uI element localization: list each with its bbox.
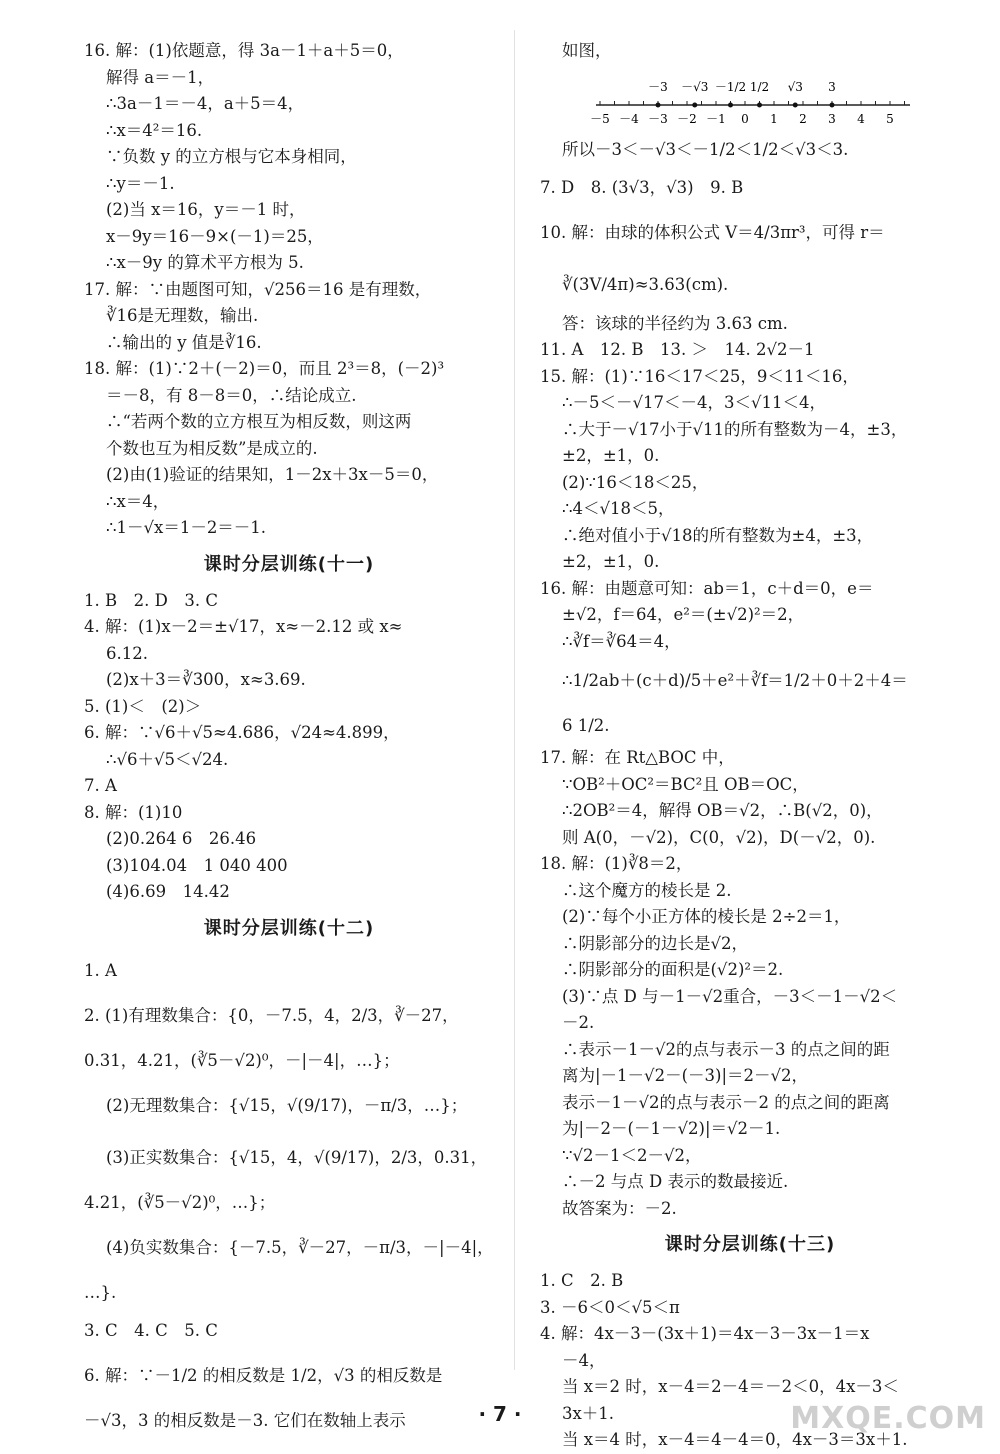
answer-line: (2)∵16＜18＜25， — [562, 472, 709, 492]
answer-line: ∴“若两个数的立方根互为相反数，则这两 — [106, 412, 412, 431]
answer-line: 6.12. — [106, 643, 148, 663]
column-divider — [514, 30, 515, 1370]
answer-line: 当 x＝2 时，x－4＝2－4＝－2＜0，4x－3＜ — [562, 1377, 899, 1396]
point-label: 3 — [828, 79, 836, 94]
answer-line: (4)负实数集合：{－7.5，∛－27，－π/3，－|－4|， — [106, 1237, 494, 1257]
answer-line: －4， — [562, 1350, 606, 1370]
answer-line: ∴阴影部分的面积是(√2)²＝2. — [562, 960, 784, 979]
point-label: √3 — [787, 79, 803, 94]
answer-line: 所以－3＜－√3＜－1/2＜1/2＜√3＜3. — [562, 139, 849, 159]
answer-line: 18. 解：(1)∛8＝2， — [540, 854, 693, 873]
answer-line: 0.31，4.21，(∛5－√2)⁰，－|－4|，…}； — [84, 1050, 400, 1070]
answer-line: ∴∛f＝∛64＝4， — [562, 631, 681, 651]
answer-line: ∴这个魔方的棱长是 2. — [562, 880, 732, 900]
tick-label: 5 — [886, 111, 894, 126]
point-label: －1/2 — [714, 79, 747, 94]
answer-line: 则 A(0，－√2)，C(0，√2)，D(－√2，0). — [562, 827, 876, 847]
right-column — [540, 38, 960, 1454]
answer-line: 1. B 2. D 3. C — [84, 590, 218, 610]
point-marker — [793, 102, 798, 107]
answer-line: 4. 解：4x－3－(3x＋1)＝4x－3－3x－1＝x — [540, 1324, 870, 1343]
answer-line: (3)∵点 D 与－1－√2重合，－3＜－1－√2＜ — [562, 986, 898, 1006]
tick-label: －4 — [619, 111, 639, 126]
answer-line: 16. 解：由题意可知：ab＝1，c＋d＝0，e＝ — [540, 578, 874, 598]
answer-line: (3)104.04 1 040 400 — [106, 855, 288, 875]
answer-line: (2)当 x＝16，y＝－1 时， — [106, 200, 306, 219]
section-heading: 课时分层训练(十二) — [203, 917, 375, 939]
answer-line: ∴输出的 y 值是∛16. — [106, 332, 262, 352]
tick-label: 2 — [799, 111, 807, 126]
point-marker — [692, 102, 697, 107]
answer-line: 当 x＝4 时，x－4＝4－4＝0，4x－3＝3x＋1. — [562, 1430, 908, 1449]
answer-line: 2. (1)有理数集合：{0，－7.5，4，2/3，∛－27， — [84, 1005, 459, 1025]
answer-line: ∴－5＜－√17＜－4，3＜√11＜4， — [562, 393, 827, 412]
left-column — [84, 38, 494, 1440]
answer-line: ∴y＝－1. — [106, 173, 175, 193]
answer-line: 离为|－1－√2－(－3)|＝2－√2， — [562, 1066, 809, 1085]
answer-line: 3x＋1. — [562, 1403, 615, 1423]
tick-label: 3 — [828, 111, 836, 126]
answer-line: 答：该球的半径约为 3.63 cm. — [562, 313, 788, 333]
tick-label: 4 — [857, 111, 865, 126]
answer-line: ∴x＝4， — [106, 491, 170, 511]
answer-line: 1. C 2. B — [540, 1271, 624, 1290]
answer-line: 为|－2－(－1－√2)|＝√2－1. — [562, 1119, 781, 1138]
answer-line: ∴1－√x＝1－2＝－1. — [106, 518, 267, 537]
answer-line: 表示－1－√2的点与表示－2 的点之间的距离 — [562, 1092, 890, 1112]
answer-line: 7. D 8. (3√3，√3) 9. B — [540, 177, 744, 197]
answer-line: －2. — [562, 1013, 595, 1032]
page-number: · 7 · — [478, 1402, 522, 1426]
answer-line: (2)∵每个小正方体的棱长是 2÷2＝1， — [562, 907, 851, 926]
point-marker — [728, 102, 733, 107]
point-label: －√3 — [681, 79, 709, 94]
answer-line: ±√2，f＝64，e²＝(±√2)²＝2， — [562, 605, 805, 624]
answer-line: 3. C 4. C 5. C — [84, 1320, 218, 1340]
answer-line: 11. A 12. B 13. ＞ 14. 2√2－1 — [540, 340, 815, 359]
answer-line: ∴√6＋√5＜√24. — [106, 749, 229, 769]
answer-line: …}. — [84, 1282, 117, 1302]
number-line-svg — [550, 65, 910, 131]
answer-line: ∴大于－√17小于√11的所有整数为－4，±3， — [562, 419, 908, 439]
tick-label: 0 — [741, 111, 749, 126]
answer-line: (4)6.69 14.42 — [106, 882, 230, 901]
answer-line: 如图， — [562, 41, 612, 60]
answer-line: 6 1/2. — [562, 716, 610, 735]
answer-line: ∵OB²＋OC²＝BC²且 OB＝OC， — [562, 774, 809, 794]
watermark: MXQE.COM — [790, 1401, 986, 1436]
answer-line: ∴绝对值小于√18的所有整数为±4，±3， — [562, 525, 874, 545]
answer-line: x－9y＝16－9×(－1)＝25， — [106, 226, 324, 246]
answer-line: 故答案为：－2. — [562, 1198, 677, 1218]
answer-line: ∵√2－1＜2－√2， — [562, 1145, 702, 1165]
answer-line: ∛16是无理数，输出. — [106, 306, 259, 325]
point-label: －3 — [648, 79, 668, 94]
answer-line: ∴3a－1＝－4，a＋5＝4， — [106, 94, 305, 113]
tick-label: －5 — [590, 111, 610, 126]
answer-line: 10. 解：由球的体积公式 V＝4/3πr³，可得 r＝ — [540, 222, 885, 242]
answer-line: 6. 解：∵－1/2 的相反数是 1/2，√3 的相反数是 — [84, 1365, 443, 1385]
answer-line: 4. 解：(1)x－2＝±√17，x≈－2.12 或 x≈ — [84, 617, 403, 636]
answer-line: 4.21，(∛5－√2)⁰，…}； — [84, 1192, 276, 1212]
answer-line: 5. (1)＜ (2)＞ — [84, 696, 202, 716]
point-marker — [656, 102, 661, 107]
answer-line: 17. 解：∵由题图可知，√256＝16 是有理数， — [84, 279, 432, 299]
answer-line: ∴4＜√18＜5， — [562, 499, 675, 518]
tick-label: －1 — [706, 111, 726, 126]
section-heading: 课时分层训练(十三) — [664, 1234, 836, 1255]
answer-line: 个数也互为相反数”是成立的. — [106, 438, 318, 458]
answer-line: ∴2OB²＝4，解得 OB＝√2，∴B(√2，0)， — [562, 801, 883, 820]
answer-line: ∴表示－1－√2的点与表示－3 的点之间的距 — [562, 1039, 890, 1059]
answer-line: －√3，3 的相反数是－3. 它们在数轴上表示 — [84, 1410, 406, 1430]
point-marker — [757, 102, 762, 107]
answer-line: ∴阴影部分的边长是√2， — [562, 933, 749, 953]
section-heading: 课时分层训练(十一) — [203, 553, 375, 575]
answer-line: ∴－2 与点 D 表示的数最接近. — [562, 1172, 789, 1191]
answer-line: (2)x＋3＝∛300，x≈3.69. — [106, 670, 306, 689]
tick-label: 1 — [770, 111, 778, 126]
answer-line: ∴x＝4²＝16. — [106, 120, 203, 140]
answer-line: 18. 解：(1)∵2＋(－2)＝0，而且 2³＝8，(－2)³ — [84, 359, 445, 378]
tick-label: －3 — [648, 111, 668, 126]
answer-line: 6. 解：∵√6＋√5≈4.686，√24≈4.899， — [84, 723, 400, 742]
answer-line: ＝－8，有 8－8＝0，∴结论成立. — [106, 385, 357, 405]
answer-line: ±2，±1，0. — [562, 446, 660, 465]
answer-line: 8. 解：(1)10 — [84, 802, 183, 822]
answer-line: 7. A — [84, 776, 117, 795]
answer-line: (2)0.264 6 26.46 — [106, 829, 257, 848]
answer-line: (2)无理数集合：{√15，√(9/17)，－π/3，…}； — [106, 1095, 468, 1115]
answer-line: ∵负数 y 的立方根与它本身相同， — [106, 147, 357, 166]
answer-line: ∴1/2ab＋(c＋d)/5＋e²＋∛f＝1/2＋0＋2＋4＝ — [562, 671, 908, 690]
answer-line: ∛(3V/4π)≈3.63(cm). — [562, 274, 729, 294]
answer-line: 解得 a＝－1， — [106, 67, 215, 87]
answer-line: 15. 解：(1)∵16＜17＜25，9＜11＜16， — [540, 366, 859, 386]
answer-line: ∴x－9y 的算术平方根为 5. — [106, 253, 304, 272]
answer-line: 1. A — [84, 960, 117, 980]
number-line — [550, 65, 960, 131]
answer-line: (3)正实数集合：{√15，4，√(9/17)，2/3，0.31， — [106, 1147, 488, 1167]
answer-line: 16. 解：(1)依题意，得 3a－1＋a＋5＝0， — [84, 41, 404, 60]
answer-line: 17. 解：在 Rt△BOC 中， — [540, 748, 735, 767]
tick-label: －2 — [677, 111, 697, 126]
point-label: 1/2 — [749, 79, 770, 94]
point-marker — [830, 102, 835, 107]
answer-line: 3. －6＜0＜√5＜π — [540, 1297, 680, 1317]
answer-line: ±2，±1，0. — [562, 552, 660, 571]
answer-line: (2)由(1)验证的结果知，1－2x＋3x－5＝0， — [106, 465, 439, 484]
